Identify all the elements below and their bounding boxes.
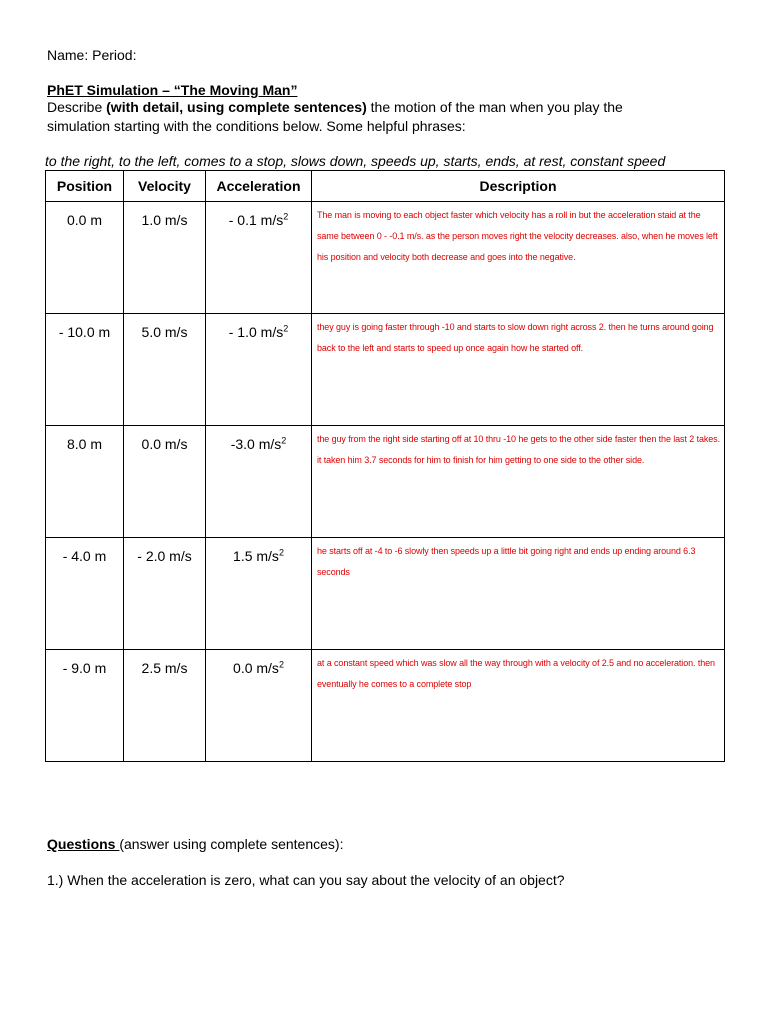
- position-cell: [46, 202, 124, 314]
- name-period-line: Name: Period:: [47, 47, 137, 63]
- acceleration-value: 1.5 $m/s^2$: [233, 547, 284, 564]
- description-cell[interactable]: [312, 538, 725, 650]
- table-header-row: [46, 171, 725, 202]
- squared-superscript: 2: [283, 323, 289, 334]
- velocity-cell: [124, 314, 206, 426]
- velocity-value: 5.0 m/s: [141, 324, 188, 340]
- velocity-cell: [124, 650, 206, 762]
- position-value: 0.0 m: [66, 212, 102, 228]
- motion-table: [45, 170, 725, 762]
- velocity-value: 2.5 m/s: [141, 660, 188, 676]
- acceleration-value: - 0.1 $m/s^2$: [228, 211, 289, 228]
- velocity-value: 0.0 m/s: [141, 436, 188, 452]
- header-description: Description: [312, 171, 725, 202]
- squared-superscript: 2: [283, 211, 289, 222]
- table-row: [46, 426, 725, 538]
- acceleration-value: 0.0 $m/s^2$: [233, 659, 284, 676]
- instructions-bold: (with detail, using complete sentences): [106, 99, 367, 115]
- table-row: [46, 202, 725, 314]
- table-row: [46, 538, 725, 650]
- description-answer: The man is moving to each object faster which velocity has a roll in but the acceleration staid at the same between 0 - -0.1 m/s. as the person moves right the velocity decreases. also, when he moves left his position and velocity both decrease and goes into the negative.: [317, 210, 718, 262]
- instructions-line-1: [47, 98, 623, 116]
- acceleration-cell: [206, 426, 312, 538]
- position-cell: [46, 426, 124, 538]
- instructions-suffix: the motion of the man when you play the: [366, 99, 623, 115]
- description-answer: he starts off at -4 to -6 slowly then speeds up a little bit going right and ends up ending around 6.3 seconds: [317, 546, 696, 577]
- squared-superscript: 2: [278, 659, 284, 670]
- velocity-cell: [124, 426, 206, 538]
- position-value: - 9.0 m: [62, 660, 107, 676]
- instructions-line-2: simulation starting with the conditions below. Some helpful phrases:: [47, 118, 466, 134]
- header-velocity: Velocity: [124, 171, 206, 202]
- description-cell[interactable]: [312, 426, 725, 538]
- instructions-prefix: Describe: [47, 99, 107, 115]
- question-1: 1.) When the acceleration is zero, what can you say about the velocity of an object?: [47, 872, 565, 888]
- description-answer: the guy from the right side starting off at 10 thru -10 he gets to the other side faster then the last 2 takes. it taken him 3.7 seconds for him to finish for him getting to one side to the other side.: [317, 434, 720, 465]
- acceleration-cell: [206, 650, 312, 762]
- header-acceleration: Acceleration: [206, 171, 312, 202]
- acceleration-cell: [206, 202, 312, 314]
- description-answer: at a constant speed which was slow all the way through with a velocity of 2.5 and no acceleration. then eventually he comes to a complete stop: [317, 658, 715, 689]
- description-answer: they guy is going faster through -10 and starts to slow down right across 2. then he turns around going back to the left and starts to speed up once again how he started off.: [317, 322, 714, 353]
- velocity-value: - 2.0 m/s: [137, 548, 192, 564]
- questions-label: Questions: [47, 836, 120, 852]
- squared-superscript: 2: [278, 547, 284, 558]
- table-row: [46, 650, 725, 762]
- position-cell: [46, 314, 124, 426]
- acceleration-value: - 1.0 $m/s^2$: [228, 323, 289, 340]
- table-row: [46, 314, 725, 426]
- acceleration-cell: [206, 314, 312, 426]
- questions-heading: [47, 835, 343, 853]
- velocity-value: 1.0 m/s: [141, 212, 188, 228]
- header-position: Position: [46, 171, 124, 202]
- position-value: - 4.0 m: [62, 548, 107, 564]
- position-value: - 10.0 m: [58, 324, 111, 340]
- velocity-cell: [124, 538, 206, 650]
- description-cell[interactable]: [312, 202, 725, 314]
- acceleration-value: -3.0 $m/s^2$: [230, 435, 287, 452]
- squared-superscript: 2: [281, 435, 287, 446]
- helpful-phrases: to the right, to the left, comes to a stop, slows down, speeds up, starts, ends, at rest, constant speed: [45, 153, 666, 169]
- acceleration-cell: [206, 538, 312, 650]
- position-cell: [46, 650, 124, 762]
- position-value: 8.0 m: [66, 436, 102, 452]
- velocity-cell: [124, 202, 206, 314]
- description-cell[interactable]: [312, 314, 725, 426]
- worksheet-title: PhET Simulation – “The Moving Man”: [47, 82, 298, 98]
- description-cell[interactable]: [312, 650, 725, 762]
- questions-note: (answer using complete sentences):: [119, 836, 344, 852]
- position-cell: [46, 538, 124, 650]
